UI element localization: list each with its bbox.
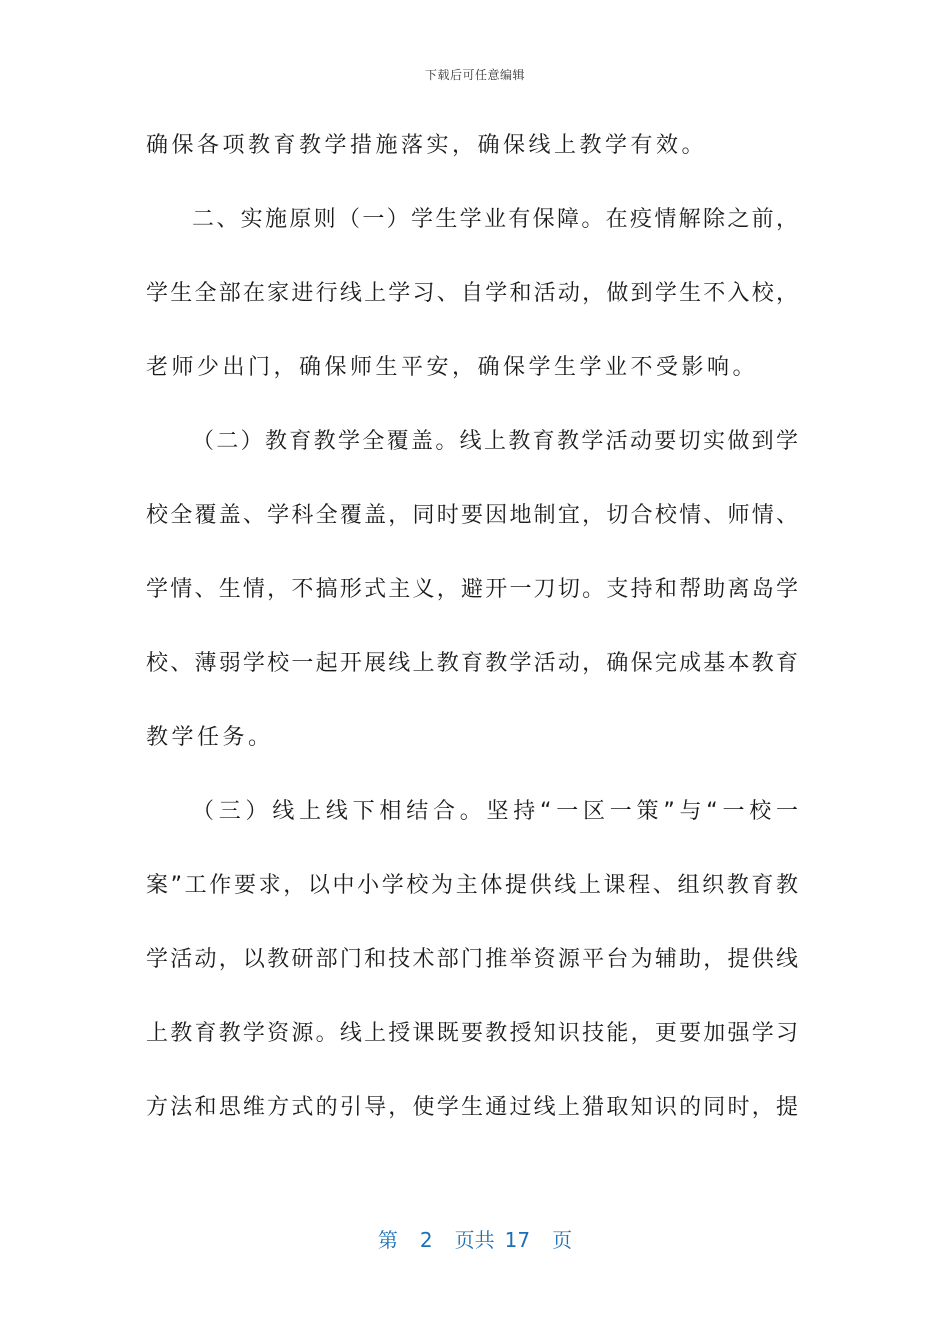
body-line-1: 确保各项教育教学措施落实，确保线上教学有效。 [146,133,708,158]
body-line-8: 校、薄弱学校一起开展线上教育教学活动，确保完成基本教育 [146,651,798,676]
footer-suffix: 页 [552,1228,573,1252]
body-line-3: 学生全部在家进行线上学习、自学和活动，做到学生不入校， [146,281,798,306]
footer-total-pages: 17 [504,1228,531,1252]
page-header: 下载后可任意编辑 [424,68,525,82]
body-line-13: 上教育教学资源。线上授课既要教授知识技能，更要加强学习 [146,1021,798,1046]
body-line-7: 学情、生情，不搞形式主义，避开一刀切。支持和帮助离岛学 [146,577,798,602]
body-line-5: （二）教育教学全覆盖。线上教育教学活动要切实做到学 [192,429,798,454]
body-line-2: 二、实施原则（一）学生学业有保障。在疫情解除之前， [192,207,798,232]
page-footer [0,1224,950,1253]
document-body [146,122,798,1158]
body-line-6: 校全覆盖、学科全覆盖，同时要因地制宜，切合校情、师情、 [146,503,798,528]
body-line-11: 案”工作要求，以中小学校为主体提供线上课程、组织教育教 [146,873,798,898]
footer-prefix: 第 [377,1228,398,1252]
body-line-9: 教学任务。 [146,725,274,750]
body-line-4: 老师少出门，确保师生平安，确保学生学业不受影响。 [146,355,759,380]
footer-page-number: 2 [419,1228,433,1252]
footer-middle: 页共 [454,1228,495,1252]
body-line-14: 方法和思维方式的引导，使学生通过线上猎取知识的同时，提 [146,1095,798,1120]
body-line-12: 学活动，以教研部门和技术部门推举资源平台为辅助，提供线 [146,947,798,972]
body-line-10: （三）线上线下相结合。坚持“一区一策”与“一校一 [192,799,798,824]
